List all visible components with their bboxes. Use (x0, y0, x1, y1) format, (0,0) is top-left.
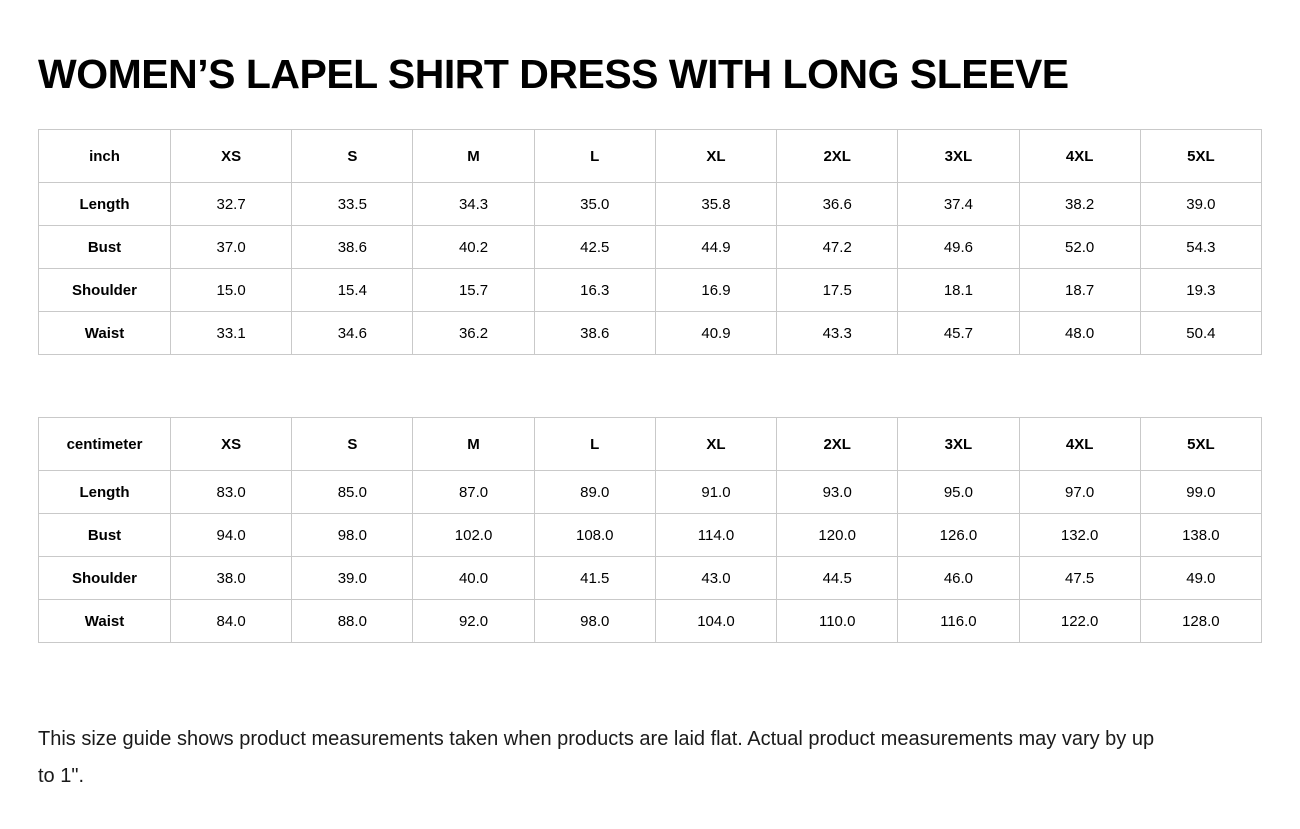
cell-value: 98.0 (534, 600, 655, 643)
cell-value: 44.5 (777, 557, 898, 600)
cell-value: 18.1 (898, 269, 1019, 312)
cell-value: 34.6 (292, 312, 413, 355)
cell-value: 46.0 (898, 557, 1019, 600)
cell-value: 114.0 (655, 514, 776, 557)
cell-value: 43.0 (655, 557, 776, 600)
cell-value: 49.0 (1140, 557, 1261, 600)
size-guide-note: This size guide shows product measurements taken when products are laid flat. Actual product measurements may vary by up to 1". (38, 728, 1155, 788)
cell-value: 38.2 (1019, 183, 1140, 226)
cell-value: 34.3 (413, 183, 534, 226)
cell-value: 40.9 (655, 312, 776, 355)
cell-value: 102.0 (413, 514, 534, 557)
cell-value: 138.0 (1140, 514, 1261, 557)
cell-value: 42.5 (534, 226, 655, 269)
row-label-shoulder: Shoulder (39, 269, 171, 312)
cell-value: 128.0 (1140, 600, 1261, 643)
cell-value: 52.0 (1019, 226, 1140, 269)
size-header-2xl: 2XL (777, 130, 898, 183)
size-header-5xl: 5XL (1140, 130, 1261, 183)
table-row (39, 312, 1262, 355)
table-spacer (38, 355, 1262, 385)
cell-value: 49.6 (898, 226, 1019, 269)
size-header-l: L (534, 418, 655, 471)
cell-value: 122.0 (1019, 600, 1140, 643)
cell-value: 15.4 (292, 269, 413, 312)
cell-value: 93.0 (777, 471, 898, 514)
cell-value: 16.3 (534, 269, 655, 312)
row-label-waist: Waist (39, 600, 171, 643)
size-header-xl: XL (655, 418, 776, 471)
cell-value: 33.1 (171, 312, 292, 355)
centimeter-size-table-wrapper (38, 417, 1262, 643)
cell-value: 40.2 (413, 226, 534, 269)
cell-value: 44.9 (655, 226, 776, 269)
cell-value: 95.0 (898, 471, 1019, 514)
cell-value: 35.8 (655, 183, 776, 226)
cell-value: 85.0 (292, 471, 413, 514)
page-title: WOMEN’S LAPEL SHIRT DRESS WITH LONG SLEEVE (38, 51, 1069, 97)
cell-value: 87.0 (413, 471, 534, 514)
cell-value: 33.5 (292, 183, 413, 226)
cell-value: 94.0 (171, 514, 292, 557)
unit-label-centimeter: centimeter (39, 418, 171, 471)
table-row (39, 183, 1262, 226)
table-row (39, 471, 1262, 514)
cell-value: 17.5 (777, 269, 898, 312)
inch-table-body (39, 183, 1262, 355)
cell-value: 120.0 (777, 514, 898, 557)
inch-table-header (39, 130, 1262, 183)
cell-value: 54.3 (1140, 226, 1261, 269)
size-header-3xl: 3XL (898, 418, 1019, 471)
cell-value: 84.0 (171, 600, 292, 643)
cell-value: 41.5 (534, 557, 655, 600)
cell-value: 116.0 (898, 600, 1019, 643)
cell-value: 92.0 (413, 600, 534, 643)
inch-size-table (38, 129, 1262, 355)
cell-value: 50.4 (1140, 312, 1261, 355)
table-row (39, 557, 1262, 600)
cell-value: 91.0 (655, 471, 776, 514)
size-header-m: M (413, 130, 534, 183)
row-label-length: Length (39, 183, 171, 226)
cell-value: 89.0 (534, 471, 655, 514)
cell-value: 99.0 (1140, 471, 1261, 514)
cell-value: 16.9 (655, 269, 776, 312)
table-row (39, 514, 1262, 557)
cell-value: 126.0 (898, 514, 1019, 557)
cell-value: 15.7 (413, 269, 534, 312)
centimeter-size-table (38, 417, 1262, 643)
cell-value: 38.6 (292, 226, 413, 269)
row-label-shoulder: Shoulder (39, 557, 171, 600)
size-header-5xl: 5XL (1140, 418, 1261, 471)
cell-value: 38.6 (534, 312, 655, 355)
cell-value: 47.2 (777, 226, 898, 269)
table-row (39, 226, 1262, 269)
cell-value: 88.0 (292, 600, 413, 643)
cell-value: 37.0 (171, 226, 292, 269)
size-header-4xl: 4XL (1019, 130, 1140, 183)
cell-value: 45.7 (898, 312, 1019, 355)
cell-value: 35.0 (534, 183, 655, 226)
cell-value: 48.0 (1019, 312, 1140, 355)
size-header-2xl: 2XL (777, 418, 898, 471)
cell-value: 110.0 (777, 600, 898, 643)
centimeter-table-body (39, 471, 1262, 643)
size-header-l: L (534, 130, 655, 183)
table-header-row (39, 418, 1262, 471)
cell-value: 39.0 (292, 557, 413, 600)
cell-value: 36.6 (777, 183, 898, 226)
size-header-4xl: 4XL (1019, 418, 1140, 471)
cell-value: 47.5 (1019, 557, 1140, 600)
cell-value: 98.0 (292, 514, 413, 557)
size-header-s: S (292, 418, 413, 471)
unit-label-inch: inch (39, 130, 171, 183)
size-header-xs: XS (171, 418, 292, 471)
row-label-bust: Bust (39, 226, 171, 269)
cell-value: 32.7 (171, 183, 292, 226)
cell-value: 39.0 (1140, 183, 1261, 226)
centimeter-table-header (39, 418, 1262, 471)
row-label-length: Length (39, 471, 171, 514)
size-header-m: M (413, 418, 534, 471)
cell-value: 15.0 (171, 269, 292, 312)
size-header-xl: XL (655, 130, 776, 183)
inch-size-table-wrapper (38, 129, 1262, 355)
cell-value: 38.0 (171, 557, 292, 600)
cell-value: 37.4 (898, 183, 1019, 226)
row-label-bust: Bust (39, 514, 171, 557)
size-header-s: S (292, 130, 413, 183)
cell-value: 19.3 (1140, 269, 1261, 312)
cell-value: 40.0 (413, 557, 534, 600)
cell-value: 132.0 (1019, 514, 1140, 557)
cell-value: 97.0 (1019, 471, 1140, 514)
table-header-row (39, 130, 1262, 183)
size-header-xs: XS (171, 130, 292, 183)
table-row (39, 600, 1262, 643)
cell-value: 108.0 (534, 514, 655, 557)
size-header-3xl: 3XL (898, 130, 1019, 183)
cell-value: 18.7 (1019, 269, 1140, 312)
table-row (39, 269, 1262, 312)
cell-value: 36.2 (413, 312, 534, 355)
row-label-waist: Waist (39, 312, 171, 355)
cell-value: 104.0 (655, 600, 776, 643)
cell-value: 43.3 (777, 312, 898, 355)
cell-value: 83.0 (171, 471, 292, 514)
